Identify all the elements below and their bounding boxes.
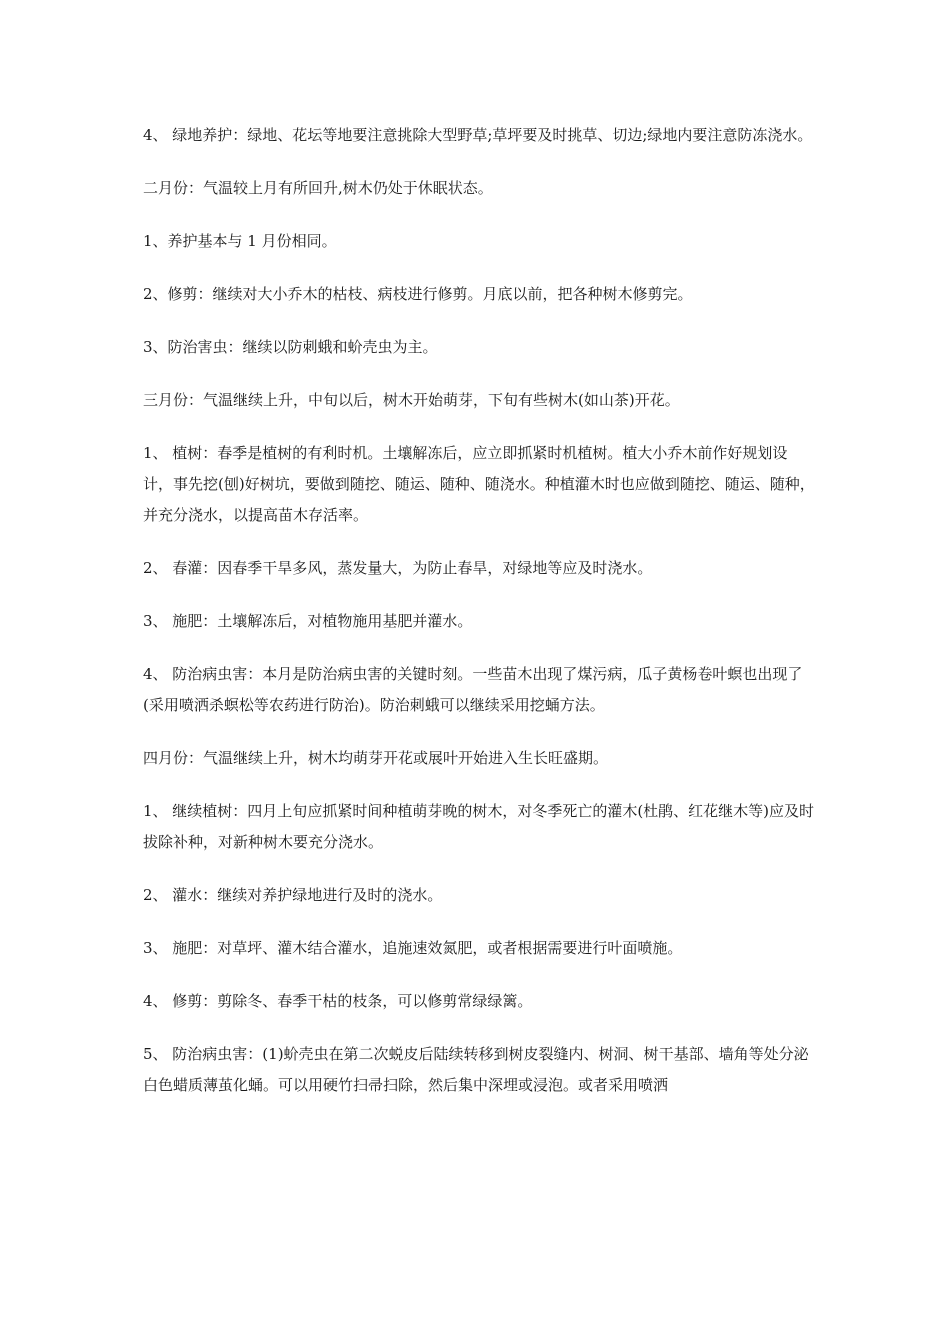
paragraph-mar-planting: 1、 植树：春季是植树的有利时机。土壤解冻后，应立即抓紧时机植树。植大小乔木前作好规划设计，事先挖(刨)好树坑，要做到随挖、随运、随种、随浇水。种植灌木时也应做到随挖、随运、随种，并充分浇水，以提高苗木存活率。 xyxy=(143,444,815,524)
paragraph-feb-pruning: 2、修剪：继续对大小乔木的枯枝、病枝进行修剪。月底以前，把各种树木修剪完。 xyxy=(143,285,693,303)
heading-april: 四月份：气温继续上升，树木均萌芽开花或展叶开始进入生长旺盛期。 xyxy=(143,749,609,767)
heading-february: 二月份：气温较上月有所回升,树木仍处于休眠状态。 xyxy=(143,179,493,197)
paragraph-feb-pest-control: 3、防治害虫：继续以防刺蛾和蚧壳虫为主。 xyxy=(143,338,438,356)
paragraph-apr-watering: 2、 灌水：继续对养护绿地进行及时的浇水。 xyxy=(143,886,443,904)
heading-march: 三月份：气温继续上升，中旬以后，树木开始萌芽，下旬有些树木(如山茶)开花。 xyxy=(143,391,680,409)
paragraph-mar-spring-irrigation: 2、 春灌：因春季干旱多风，蒸发量大，为防止春旱，对绿地等应及时浇水。 xyxy=(143,559,653,577)
paragraph-apr-fertilizing: 3、 施肥：对草坪、灌木结合灌水，追施速效氮肥，或者根据需要进行叶面喷施。 xyxy=(143,939,683,957)
paragraph-apr-pruning: 4、 修剪：剪除冬、春季干枯的枝条，可以修剪常绿绿篱。 xyxy=(143,992,533,1010)
paragraph-apr-pest-control: 5、 防治病虫害：(1)蚧壳虫在第二次蜕皮后陆续转移到树皮裂缝内、树洞、树干基部、墙角等处分泌白色蜡质薄茧化蛹。可以用硬竹扫帚扫除，然后集中深埋或浸泡。或者采用喷洒 xyxy=(143,1045,809,1094)
paragraph-mar-pest-control: 4、 防治病虫害：本月是防治病虫害的关键时刻。一些苗木出现了煤污病，瓜子黄杨卷叶螟也出现了(采用喷洒杀螟松等农药进行防治)。防治刺蛾可以继续采用挖蛹方法。 xyxy=(143,665,803,714)
paragraph-green-space-care: 4、 绿地养护：绿地、花坛等地要注意挑除大型野草;草坪要及时挑草、切边;绿地内要注意防冻浇水。 xyxy=(143,126,813,144)
document-body xyxy=(143,120,815,1123)
paragraph-mar-fertilizing: 3、 施肥：土壤解冻后，对植物施用基肥并灌水。 xyxy=(143,612,473,630)
paragraph-feb-maintenance: 1、养护基本与 1 月份相同。 xyxy=(143,232,337,250)
paragraph-apr-planting: 1、 继续植树：四月上旬应抓紧时间种植萌芽晚的树木，对冬季死亡的灌木(杜鹃、红花继木等)应及时拔除补种，对新种树木要充分浇水。 xyxy=(143,802,815,851)
